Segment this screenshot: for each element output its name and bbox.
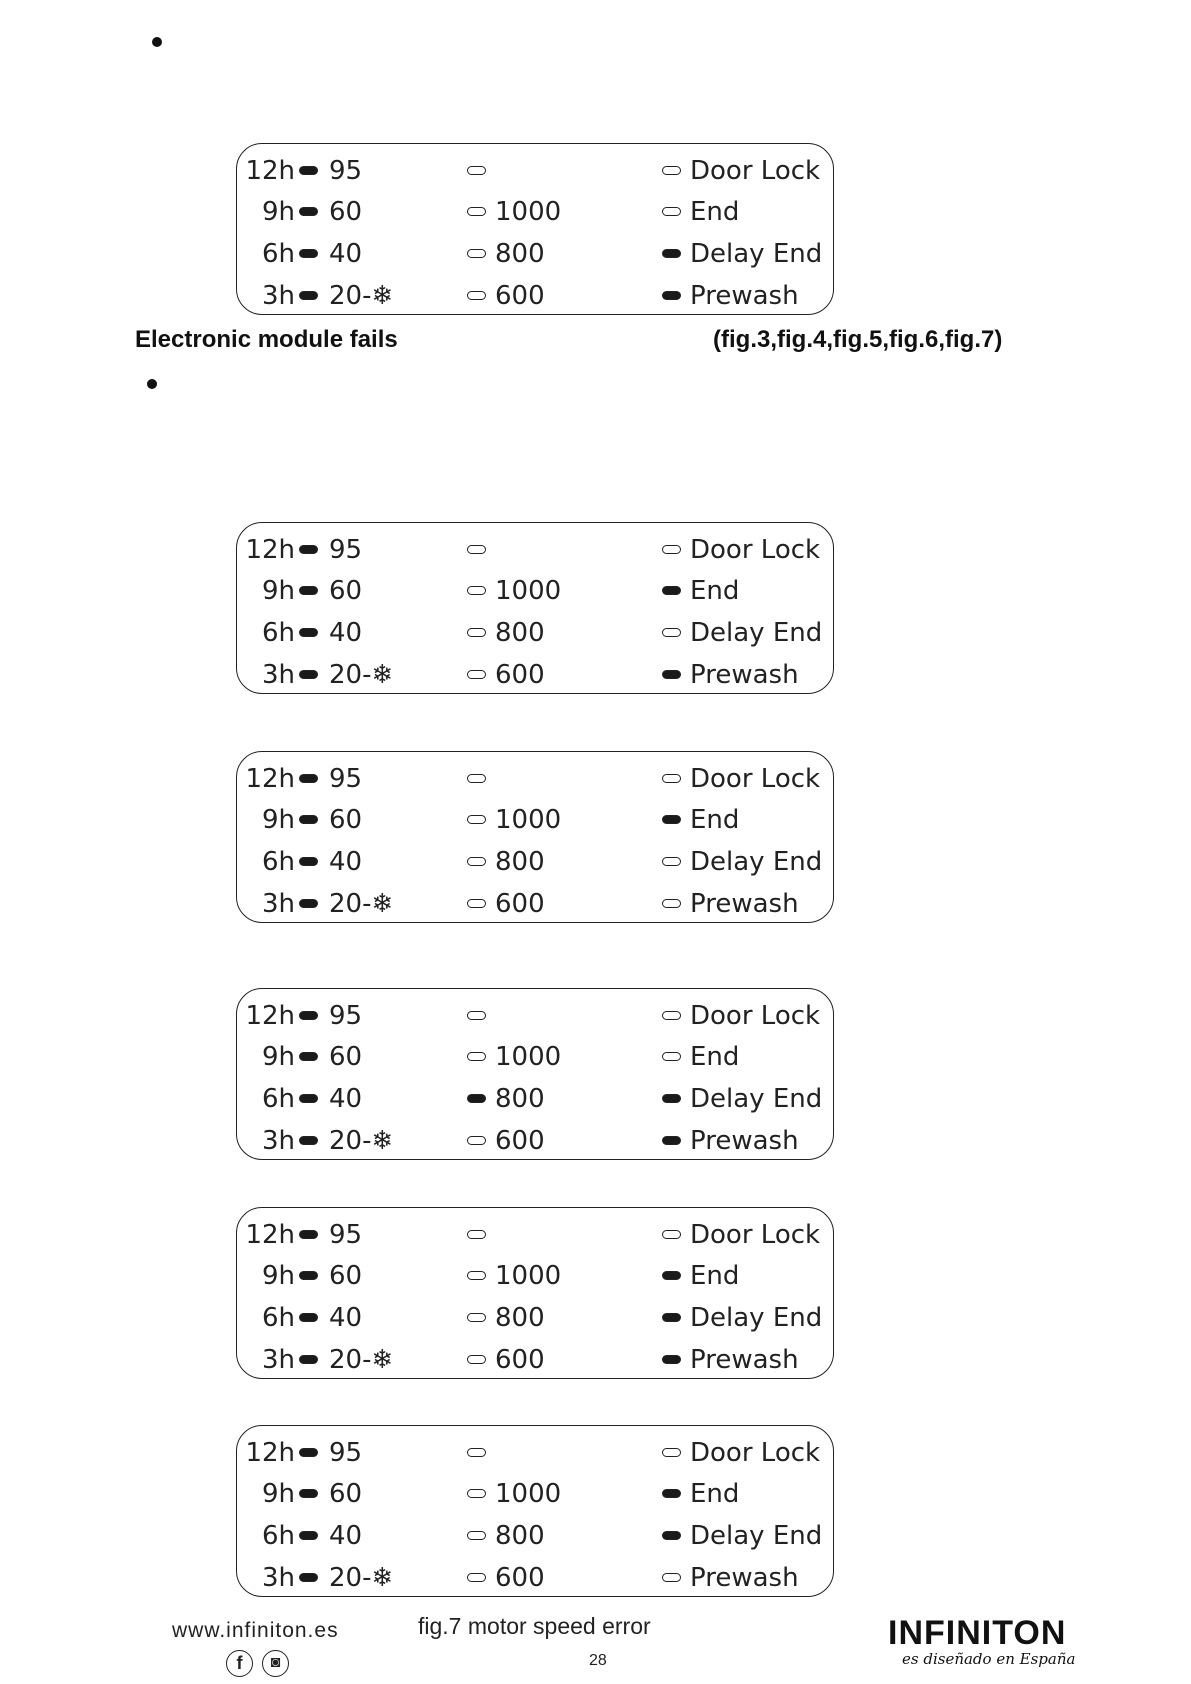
- delay-hours-label: 6h: [261, 239, 295, 269]
- panel-row: [237, 1298, 833, 1338]
- delay-hours-label: 12h: [245, 764, 295, 794]
- temperature-led: [299, 586, 318, 595]
- panel-row: [237, 1558, 833, 1598]
- temperature-label: 20-❄: [329, 281, 394, 311]
- spin-speed-led: [467, 670, 486, 679]
- temperature-led: [299, 291, 318, 300]
- temperature-led: [299, 249, 318, 258]
- status-led: [662, 207, 681, 216]
- panel-row: [237, 1256, 833, 1296]
- status-led: [662, 774, 681, 783]
- temperature-label: 40: [329, 847, 363, 877]
- status-led: [662, 545, 681, 554]
- temperature-label: 95: [329, 1001, 363, 1031]
- status-label: Door Lock: [690, 535, 821, 565]
- status-label: Prewash: [690, 660, 799, 690]
- display-panel-4: [236, 988, 834, 1160]
- panel-row: [237, 530, 833, 570]
- temperature-label: 95: [329, 764, 363, 794]
- status-label: Prewash: [690, 281, 799, 311]
- temperature-led: [299, 1011, 318, 1020]
- status-led: [662, 586, 681, 595]
- status-label: Delay End: [690, 847, 823, 877]
- delay-hours-label: 6h: [261, 1303, 295, 1333]
- spin-speed-label: 1000: [495, 1479, 562, 1509]
- spin-speed-label: 600: [495, 1345, 545, 1375]
- spin-speed-led: [467, 291, 486, 300]
- temperature-led: [299, 857, 318, 866]
- temperature-label: 40: [329, 239, 363, 269]
- spin-speed-label: 800: [495, 239, 545, 269]
- status-led: [662, 1313, 681, 1322]
- section-heading: Electronic module fails: [135, 326, 398, 353]
- display-panel-1: [236, 143, 834, 315]
- display-panel-2: [236, 522, 834, 694]
- status-led: [662, 1136, 681, 1145]
- status-led: [662, 1489, 681, 1498]
- delay-hours-label: 6h: [261, 1521, 295, 1551]
- temperature-label: 40: [329, 1521, 363, 1551]
- temperature-label: 95: [329, 156, 363, 186]
- status-label: Door Lock: [690, 1001, 821, 1031]
- status-label: End: [690, 1479, 740, 1509]
- spin-speed-led: [467, 1355, 486, 1364]
- spin-speed-led: [467, 1136, 486, 1145]
- panel-row: [237, 1516, 833, 1556]
- delay-hours-label: 3h: [261, 1563, 295, 1593]
- panel-row: [237, 759, 833, 799]
- temperature-led: [299, 166, 318, 175]
- spin-speed-label: 800: [495, 1521, 545, 1551]
- spin-speed-label: 1000: [495, 197, 562, 227]
- display-panel-3: [236, 751, 834, 923]
- temperature-label: 95: [329, 535, 363, 565]
- panel-row: [237, 1037, 833, 1077]
- panel-row: [237, 655, 833, 695]
- temperature-label: 40: [329, 1084, 363, 1114]
- delay-hours-label: 3h: [261, 660, 295, 690]
- status-label: Delay End: [690, 1303, 823, 1333]
- temperature-led: [299, 628, 318, 637]
- spin-speed-led: [467, 899, 486, 908]
- panel-row: [237, 800, 833, 840]
- temperature-led: [299, 207, 318, 216]
- panel-row: [237, 1474, 833, 1514]
- figure-caption: fig.7 motor speed error: [418, 1613, 651, 1639]
- temperature-label: 60: [329, 1261, 363, 1291]
- status-label: End: [690, 1042, 740, 1072]
- temperature-led: [299, 1230, 318, 1239]
- status-led: [662, 1448, 681, 1457]
- status-label: Door Lock: [690, 764, 821, 794]
- spin-speed-led: [467, 1271, 486, 1280]
- temperature-led: [299, 1052, 318, 1061]
- delay-hours-label: 3h: [261, 1345, 295, 1375]
- panel-row: [237, 1340, 833, 1380]
- display-panel-5: [236, 1207, 834, 1379]
- spin-speed-label: 600: [495, 1126, 545, 1156]
- status-label: End: [690, 197, 740, 227]
- temperature-label: 60: [329, 197, 363, 227]
- panel-row: [237, 1121, 833, 1161]
- temperature-label: 95: [329, 1220, 363, 1250]
- delay-hours-label: 12h: [245, 156, 295, 186]
- spin-speed-label: 800: [495, 618, 545, 648]
- temperature-label: 60: [329, 576, 363, 606]
- status-led: [662, 1531, 681, 1540]
- page-number: 28: [589, 1652, 607, 1669]
- status-led: [662, 291, 681, 300]
- panel-row: [237, 613, 833, 653]
- temperature-led: [299, 1531, 318, 1540]
- delay-hours-label: 3h: [261, 889, 295, 919]
- spin-speed-label: 1000: [495, 805, 562, 835]
- status-led: [662, 166, 681, 175]
- delay-hours-label: 6h: [261, 618, 295, 648]
- instagram-icon[interactable]: ◙: [262, 1650, 289, 1677]
- status-led: [662, 628, 681, 637]
- spin-speed-led: [467, 628, 486, 637]
- temperature-led: [299, 1271, 318, 1280]
- temperature-led: [299, 545, 318, 554]
- panel-row: [237, 842, 833, 882]
- status-led: [662, 1573, 681, 1582]
- status-label: Door Lock: [690, 1438, 821, 1468]
- status-label: End: [690, 1261, 740, 1291]
- spin-speed-label: 800: [495, 847, 545, 877]
- facebook-icon[interactable]: f: [226, 1650, 253, 1677]
- display-panel-6: [236, 1425, 834, 1597]
- spin-speed-led: [467, 1094, 486, 1103]
- temperature-label: 60: [329, 1042, 363, 1072]
- temperature-led: [299, 1448, 318, 1457]
- panel-row: [237, 234, 833, 274]
- spin-speed-label: 600: [495, 660, 545, 690]
- panel-row: [237, 192, 833, 232]
- spin-speed-led: [467, 1448, 486, 1457]
- brand-logo: INFINITON: [888, 1614, 1067, 1652]
- status-led: [662, 1230, 681, 1239]
- temperature-label: 40: [329, 618, 363, 648]
- spin-speed-led: [467, 1489, 486, 1498]
- spin-speed-led: [467, 1011, 486, 1020]
- spin-speed-led: [467, 815, 486, 824]
- delay-hours-label: 12h: [245, 535, 295, 565]
- temperature-led: [299, 1136, 318, 1145]
- spin-speed-led: [467, 1313, 486, 1322]
- status-led: [662, 670, 681, 679]
- status-led: [662, 857, 681, 866]
- delay-hours-label: 9h: [261, 1479, 295, 1509]
- spin-speed-label: 800: [495, 1084, 545, 1114]
- spin-speed-led: [467, 774, 486, 783]
- temperature-label: 60: [329, 805, 363, 835]
- delay-hours-label: 12h: [245, 1220, 295, 1250]
- spin-speed-led: [467, 586, 486, 595]
- status-label: Prewash: [690, 1345, 799, 1375]
- panel-row: [237, 151, 833, 191]
- panel-row: [237, 996, 833, 1036]
- temperature-label: 40: [329, 1303, 363, 1333]
- status-led: [662, 1355, 681, 1364]
- delay-hours-label: 12h: [245, 1438, 295, 1468]
- temperature-led: [299, 670, 318, 679]
- spin-speed-led: [467, 166, 486, 175]
- spin-speed-led: [467, 1230, 486, 1239]
- panel-row: [237, 1215, 833, 1255]
- temperature-label: 20-❄: [329, 1563, 394, 1593]
- status-label: Door Lock: [690, 156, 821, 186]
- spin-speed-led: [467, 1573, 486, 1582]
- temperature-label: 60: [329, 1479, 363, 1509]
- status-label: Delay End: [690, 1084, 823, 1114]
- panel-row: [237, 1079, 833, 1119]
- temperature-led: [299, 899, 318, 908]
- status-led: [662, 899, 681, 908]
- delay-hours-label: 9h: [261, 197, 295, 227]
- status-label: Delay End: [690, 1521, 823, 1551]
- spin-speed-led: [467, 857, 486, 866]
- delay-hours-label: 9h: [261, 1042, 295, 1072]
- temperature-led: [299, 1313, 318, 1322]
- delay-hours-label: 3h: [261, 1126, 295, 1156]
- spin-speed-label: 600: [495, 1563, 545, 1593]
- delay-hours-label: 9h: [261, 805, 295, 835]
- temperature-label: 20-❄: [329, 1345, 394, 1375]
- panel-row: [237, 276, 833, 316]
- panel-row: [237, 571, 833, 611]
- spin-speed-label: 1000: [495, 1042, 562, 1072]
- spin-speed-led: [467, 1531, 486, 1540]
- delay-hours-label: 9h: [261, 576, 295, 606]
- status-label: Prewash: [690, 1126, 799, 1156]
- spin-speed-label: 1000: [495, 1261, 562, 1291]
- delay-hours-label: 3h: [261, 281, 295, 311]
- spin-speed-label: 600: [495, 889, 545, 919]
- temperature-label: 95: [329, 1438, 363, 1468]
- temperature-led: [299, 1094, 318, 1103]
- status-label: End: [690, 805, 740, 835]
- website-link[interactable]: www.infiniton.es: [172, 1619, 339, 1642]
- delay-hours-label: 6h: [261, 1084, 295, 1114]
- status-label: Prewash: [690, 1563, 799, 1593]
- spin-speed-led: [467, 249, 486, 258]
- spin-speed-label: 1000: [495, 576, 562, 606]
- temperature-label: 20-❄: [329, 889, 394, 919]
- brand-tagline: es diseñado en España: [902, 1650, 1076, 1668]
- status-led: [662, 1271, 681, 1280]
- delay-hours-label: 6h: [261, 847, 295, 877]
- status-label: End: [690, 576, 740, 606]
- temperature-led: [299, 774, 318, 783]
- temperature-led: [299, 1573, 318, 1582]
- status-label: Delay End: [690, 618, 823, 648]
- panel-row: [237, 884, 833, 924]
- spin-speed-led: [467, 545, 486, 554]
- temperature-label: 20-❄: [329, 660, 394, 690]
- spin-speed-label: 800: [495, 1303, 545, 1333]
- bullet-2: [147, 379, 157, 389]
- status-label: Delay End: [690, 239, 823, 269]
- delay-hours-label: 9h: [261, 1261, 295, 1291]
- spin-speed-label: 600: [495, 281, 545, 311]
- figure-references: (fig.3,fig.4,fig.5,fig.6,fig.7): [713, 326, 1003, 353]
- delay-hours-label: 12h: [245, 1001, 295, 1031]
- temperature-led: [299, 815, 318, 824]
- temperature-led: [299, 1355, 318, 1364]
- spin-speed-led: [467, 1052, 486, 1061]
- spin-speed-led: [467, 207, 486, 216]
- temperature-led: [299, 1489, 318, 1498]
- status-led: [662, 1094, 681, 1103]
- status-led: [662, 815, 681, 824]
- status-label: Door Lock: [690, 1220, 821, 1250]
- status-led: [662, 1052, 681, 1061]
- status-led: [662, 1011, 681, 1020]
- status-label: Prewash: [690, 889, 799, 919]
- bullet-1: [152, 37, 162, 47]
- temperature-label: 20-❄: [329, 1126, 394, 1156]
- panel-row: [237, 1433, 833, 1473]
- status-led: [662, 249, 681, 258]
